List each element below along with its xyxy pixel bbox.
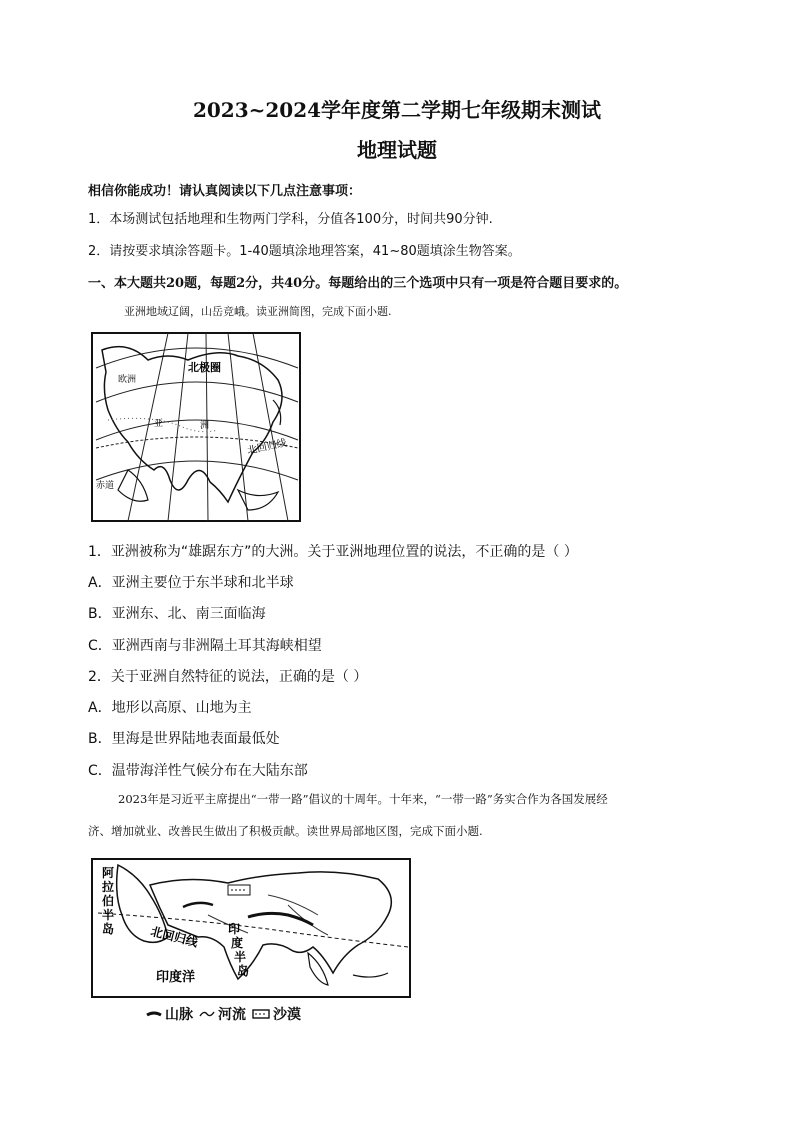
legend-river-label: 河流 [218,1007,246,1023]
label-indian-ocean: 印度洋 [156,970,196,985]
passage-2-line-1: 2023年是习近平主席提出“一带一路”倡议的十周年。十年来，“一带一路”务实合作为各国发展经 [118,792,608,806]
subject-title: 地理试题 [357,138,437,162]
label-asia-2: 洲 [200,421,210,431]
q1-stem: 1．亚洲被称为“雄踞东方”的大洲。关于亚洲地理位置的说法，不正确的是（ ） [88,544,578,560]
q1-option-c: C．亚洲西南与非洲隔土耳其海峡相望 [88,638,322,654]
q2-option-a: A．地形以高原、山地为主 [88,700,252,716]
q1-option-a: A．亚洲主要位于东半球和北半球 [88,575,294,591]
label-arabia-3: 伯 [102,894,115,908]
legend-river [199,1004,246,1024]
legend-desert-label: 沙漠 [273,1007,301,1023]
label-arabia-2: 拉 [102,880,115,894]
world-region-map [88,855,414,1001]
legend-mountain [146,1004,193,1024]
notice-item-1: 1．本场测试包括地理和生物两门学科，分值各100分，时间共90分钟. [88,212,493,227]
legend-mountain-label: 山脉 [165,1007,193,1023]
q2-stem: 2．关于亚洲自然特征的说法，正确的是（ ） [88,669,368,685]
passage-2-line-2: 济、增加就业、改善民生做出了积极贡献。读世界局部地区图，完成下面小题. [88,824,483,838]
legend-desert [252,1004,301,1024]
label-arabia-5: 岛 [102,922,115,936]
label-asia-1: 亚 [154,419,164,429]
q2-option-c: C．温带海洋性气候分布在大陆东部 [88,763,308,779]
notice-heading: 相信你能成功！请认真阅读以下几点注意事项： [88,184,362,199]
mountain-icon [146,1010,162,1018]
passage-1: 亚洲地域辽阔，山岳竞峨。读亚洲简图，完成下面小题. [124,305,392,318]
river-icon [199,1009,215,1019]
asia-map [88,330,304,526]
notice-item-2: 2．请按要求填涂答题卡。1-40题填涂地理答案，41~80题填涂生物答案。 [88,244,521,259]
label-arabia-1: 阿 [102,866,115,880]
label-equator: 赤道 [96,481,115,491]
label-india-1: 印 [228,922,241,936]
exam-title: 2023~2024学年度第二学期七年级期末测试 [192,98,602,122]
label-tropic-2: 北回归线 [149,924,200,950]
label-arctic-circle: 北极圈 [188,361,221,374]
label-india-3: 半 [234,950,247,964]
map-legend [146,1004,301,1024]
q1-option-b: B．亚洲东、北、南三面临海 [88,606,266,622]
label-europe: 欧洲 [118,375,137,385]
label-india-2: 度 [231,936,244,950]
label-india-4: 岛 [237,964,250,978]
q2-option-b: B．里海是世界陆地表面最低处 [88,731,280,747]
section-heading: 一、本大题共20题，每题2分，共40分。每题给出的三个选项中只有一项是符合题目要求的。 [88,276,628,291]
desert-icon [252,1009,270,1019]
label-arabia-4: 半 [102,908,115,922]
label-tropic-1: 北回归线 [246,437,288,457]
